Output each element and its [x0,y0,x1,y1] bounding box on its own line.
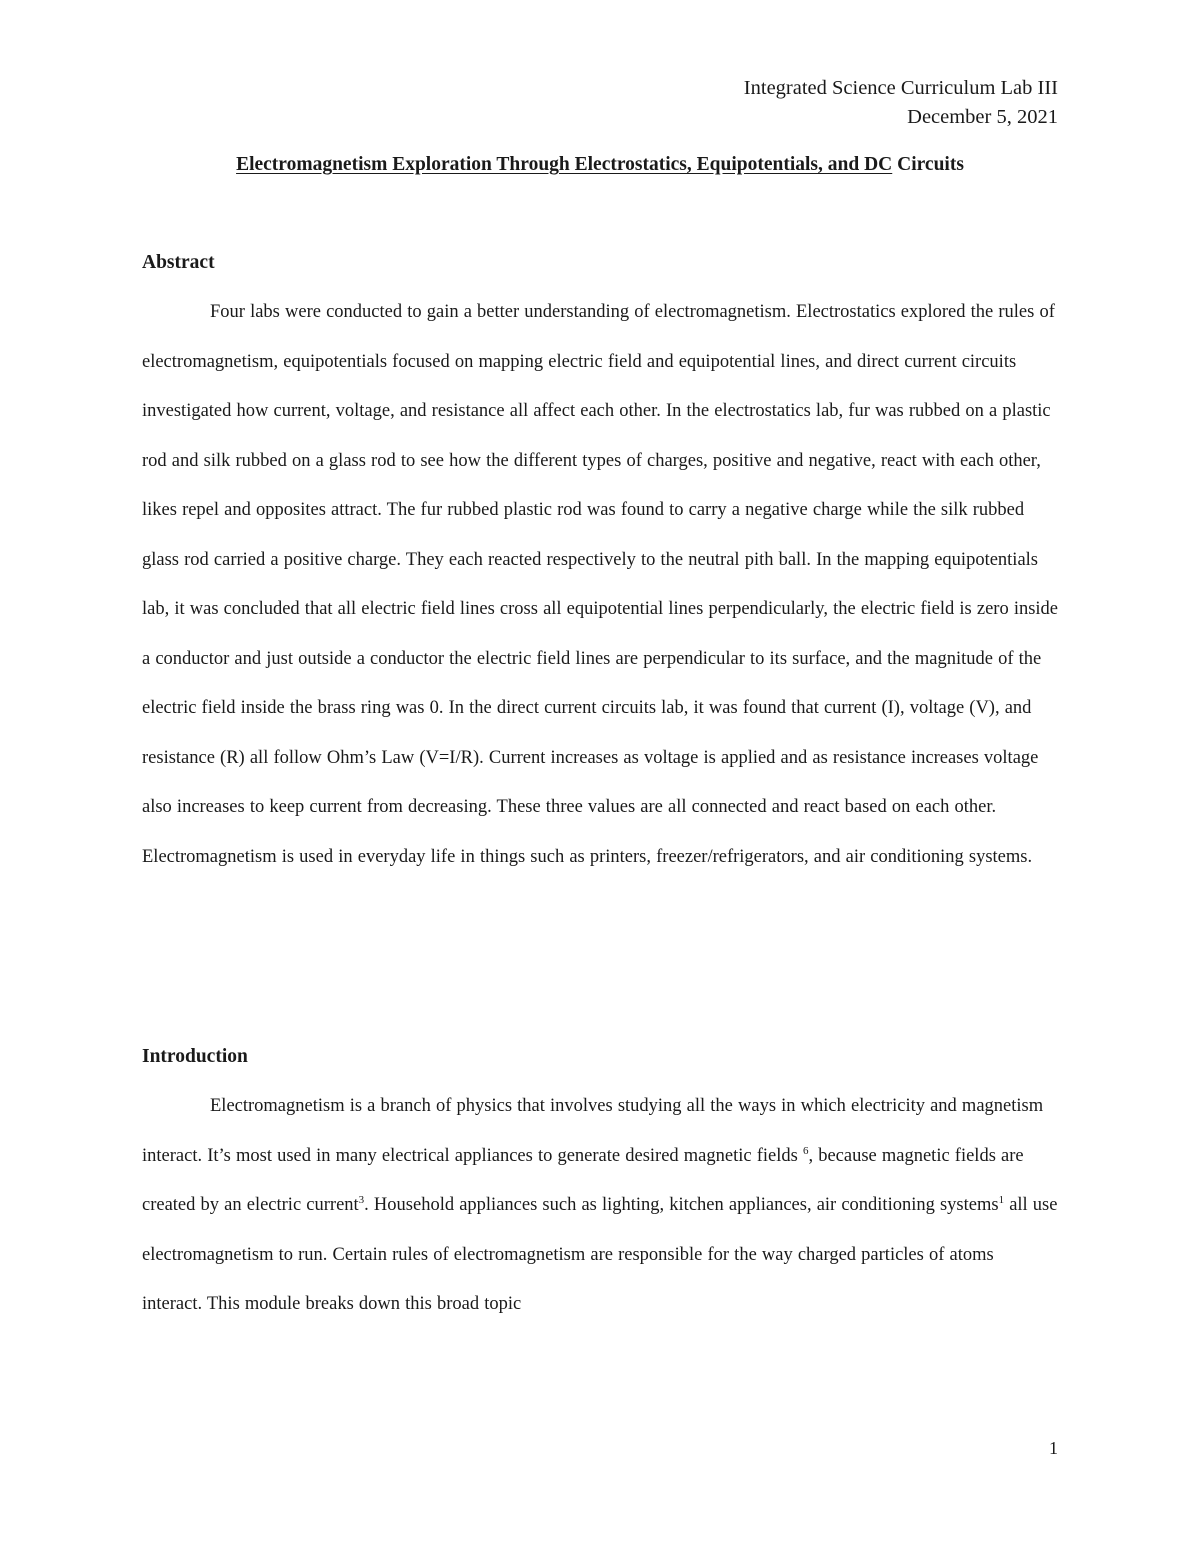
title-rest: Circuits [892,154,964,175]
document-title [142,151,1058,179]
running-header [744,74,1058,132]
title-underlined: Electromagnetism Exploration Through Electrostatics, Equipotentials, and DC [236,154,893,175]
citation-3: 3 [358,1194,365,1206]
abstract-paragraph: Four labs were conducted to gain a better understanding of electromagnetism. Electrostatics explored the rules of electromagnetism, equipotentials focused on mapping electric field and equipotential lines, and direct current circuits investigated how current, voltage, and resistance all affect each other. In the electrostatics lab, fur was rubbed on a plastic rod and silk rubbed on a glass rod to see how the different types of charges, positive and negative, react with each other, likes repel and opposites attract. The fur rubbed plastic rod was found to carry a negative charge while the silk rubbed glass rod carried a positive charge. They each reacted respectively to the neutral pith ball. In the mapping equipotentials lab, it was concluded that all electric field lines cross all equipotential lines perpendicularly, the electric field is zero inside a conductor and just outside a conductor the electric field lines are perpendicular to its surface, and the magnitude of the electric field inside the brass ring was 0. In the direct current circuits lab, it was found that current (I), voltage (V), and resistance (R) all follow Ohm’s Law (V=I/R). Current increases as voltage is applied and as resistance increases voltage also increases to keep current from decreasing. These three values are all connected and react based on each other. Electromagnetism is used in everyday life in things such as printers, freezer/refrigerators, and air conditioning systems. [142,302,1059,867]
header-date: December 5, 2021 [907,106,1058,128]
citation-1: 1 [998,1194,1005,1206]
introduction-heading: Introduction [142,1046,248,1067]
intro-text-1: Electromagnetism is a branch of physics that involves studying all the ways in which electricity and magnetism interact. It’s most used in many electrical appliances to generate desired magnetic fields [142,1096,1044,1166]
intro-text-4: all use electromagnetism to run. Certain rules of electromagnetism are responsible for the way charged particles of atoms interact. This module breaks down this broad topic [142,1195,1058,1314]
introduction-section [142,1082,1058,1330]
introduction-paragraph [142,1082,1058,1330]
page-number: 1 [1049,1438,1058,1458]
abstract-heading: Abstract [142,252,215,273]
intro-text-2: , because magnetic fields are created by an electric current [142,1145,1024,1215]
intro-text-3: . Household appliances such as lighting, kitchen appliances, air conditioning systems [364,1195,999,1215]
header-course: Integrated Science Curriculum Lab III [743,77,1058,99]
citation-6: 6 [802,1144,809,1157]
abstract-section [142,288,1058,882]
